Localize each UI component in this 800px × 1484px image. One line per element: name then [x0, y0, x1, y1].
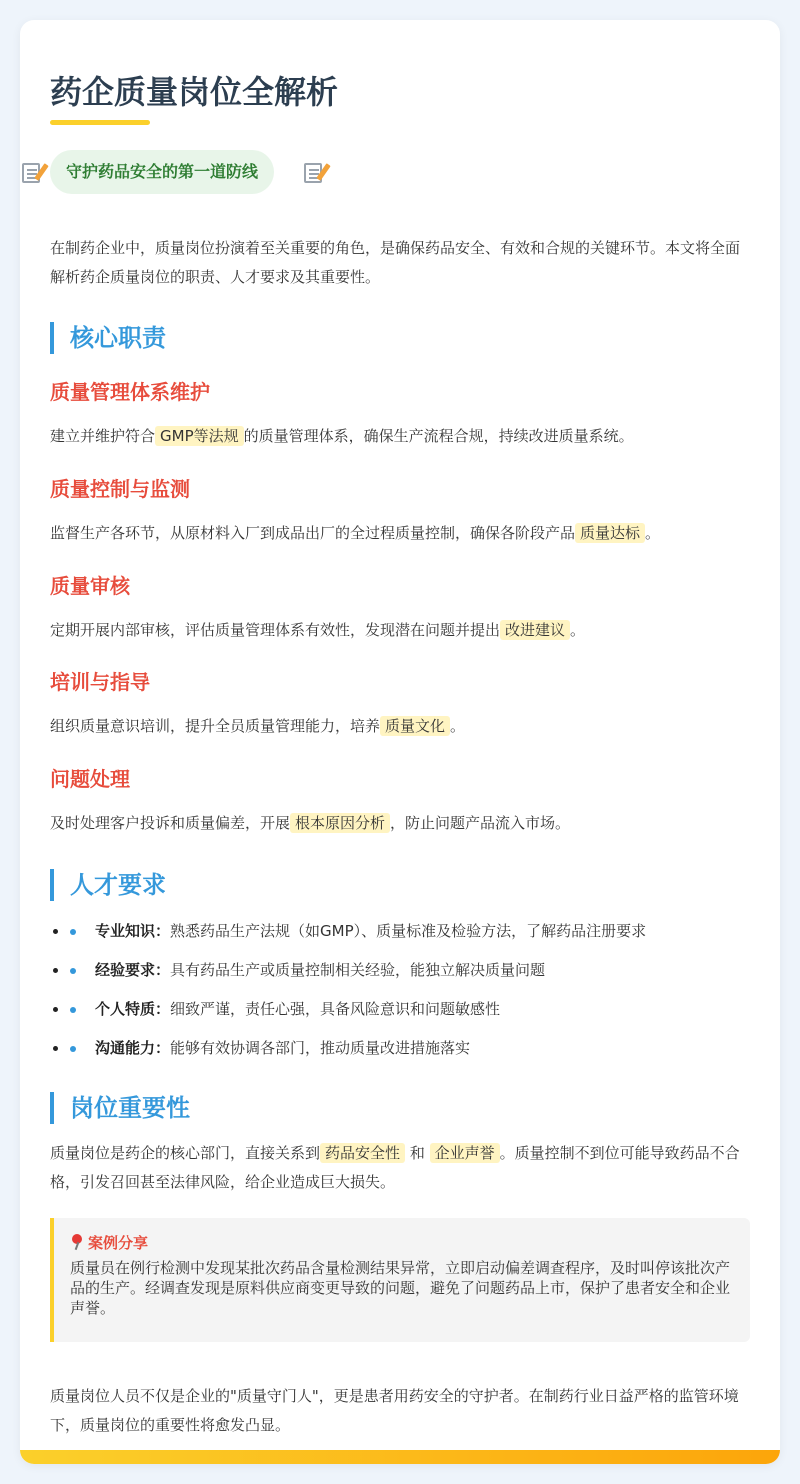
list-item: 沟通能力：能够有效协调各部门，推动质量改进措施落实	[50, 1029, 750, 1068]
title-underline	[50, 120, 150, 125]
duty-title: 问题处理	[50, 767, 130, 791]
list-item: 专业知识：熟悉药品生产法规（如GMP）、质量标准及检验方法，了解药品注册要求	[50, 912, 750, 951]
case-callout	[50, 1218, 750, 1342]
closing-paragraph: 质量岗位人员不仅是企业的"质量守门人"，更是患者用药安全的守护者。在制药行业日益严格的监管环境下，质量岗位的重要性将愈发凸显。	[50, 1387, 739, 1434]
section-heading-talent: 人才要求	[50, 869, 166, 901]
bullet-dot	[70, 1007, 76, 1013]
duty-description: 监督生产各环节，从原材料入厂到成品出厂的全过程质量控制，确保各阶段产品 质量达标 。	[50, 524, 661, 542]
subtitle-badge: 守护药品安全的第一道防线	[50, 150, 274, 194]
duty-description: 建立并维护符合 GMP等法规 的质量管理体系，确保生产流程合规，持续改进质量系统。	[50, 427, 634, 445]
memo-icon	[300, 160, 326, 186]
memo-icon	[20, 160, 44, 186]
bullet-dot	[70, 1046, 76, 1052]
page-title: 药企质量岗位全解析	[50, 73, 339, 111]
section-heading-importance: 岗位重要性	[50, 1092, 190, 1124]
duty-title: 质量控制与监测	[50, 477, 190, 501]
duty-description: 组织质量意识培训，提升全员质量管理能力，培养 质量文化 。	[50, 717, 466, 735]
highlight-term: 企业声誉	[430, 1143, 500, 1163]
highlight-term: 质量文化	[380, 716, 450, 736]
highlight-term: 改进建议	[500, 620, 570, 640]
pushpin-icon	[70, 1234, 84, 1250]
case-title: 案例分享	[70, 1232, 734, 1254]
duty-title: 培训与指导	[50, 670, 150, 694]
highlight-term: 根本原因分析	[290, 813, 390, 833]
list-item: 个人特质：细致严谨，责任心强，具备风险意识和问题敏感性	[50, 990, 750, 1029]
duty-title: 质量管理体系维护	[50, 380, 210, 404]
bottom-accent-bar	[20, 1450, 780, 1464]
duty-description: 定期开展内部审核，评估质量管理体系有效性，发现潜在问题并提出 改进建议 。	[50, 621, 586, 639]
talent-list	[50, 912, 750, 1068]
case-text: 质量员在例行检测中发现某批次药品含量检测结果异常，立即启动偏差调查程序，及时叫停该批次产品的生产。经调查发现是原料供应商变更导致的问题，避免了问题药品上市，保护了患者安全和企业声誉。	[70, 1259, 731, 1317]
list-item: 经验要求：具有药品生产或质量控制相关经验，能独立解决质量问题	[50, 951, 750, 990]
highlight-term: GMP等法规	[155, 426, 244, 446]
duty-title: 质量审核	[50, 574, 130, 598]
importance-paragraph: 质量岗位是药企的核心部门，直接关系到 药品安全性 和 企业声誉 。质量控制不到位可能导致药品不合格，引发召回甚至法律风险，给企业造成巨大损失。	[50, 1144, 740, 1191]
highlight-term: 药品安全性	[320, 1143, 405, 1163]
article-card	[20, 20, 780, 1464]
section-heading-duties: 核心职责	[50, 322, 166, 354]
bullet-dot	[70, 929, 76, 935]
bullet-dot	[70, 968, 76, 974]
highlight-term: 质量达标	[575, 523, 645, 543]
duty-description: 及时处理客户投诉和质量偏差，开展 根本原因分析 ，防止问题产品流入市场。	[50, 814, 571, 832]
intro-paragraph: 在制药企业中，质量岗位扮演着至关重要的角色，是确保药品安全、有效和合规的关键环节。本文将全面解析药企质量岗位的职责、人才要求及其重要性。	[50, 239, 741, 286]
